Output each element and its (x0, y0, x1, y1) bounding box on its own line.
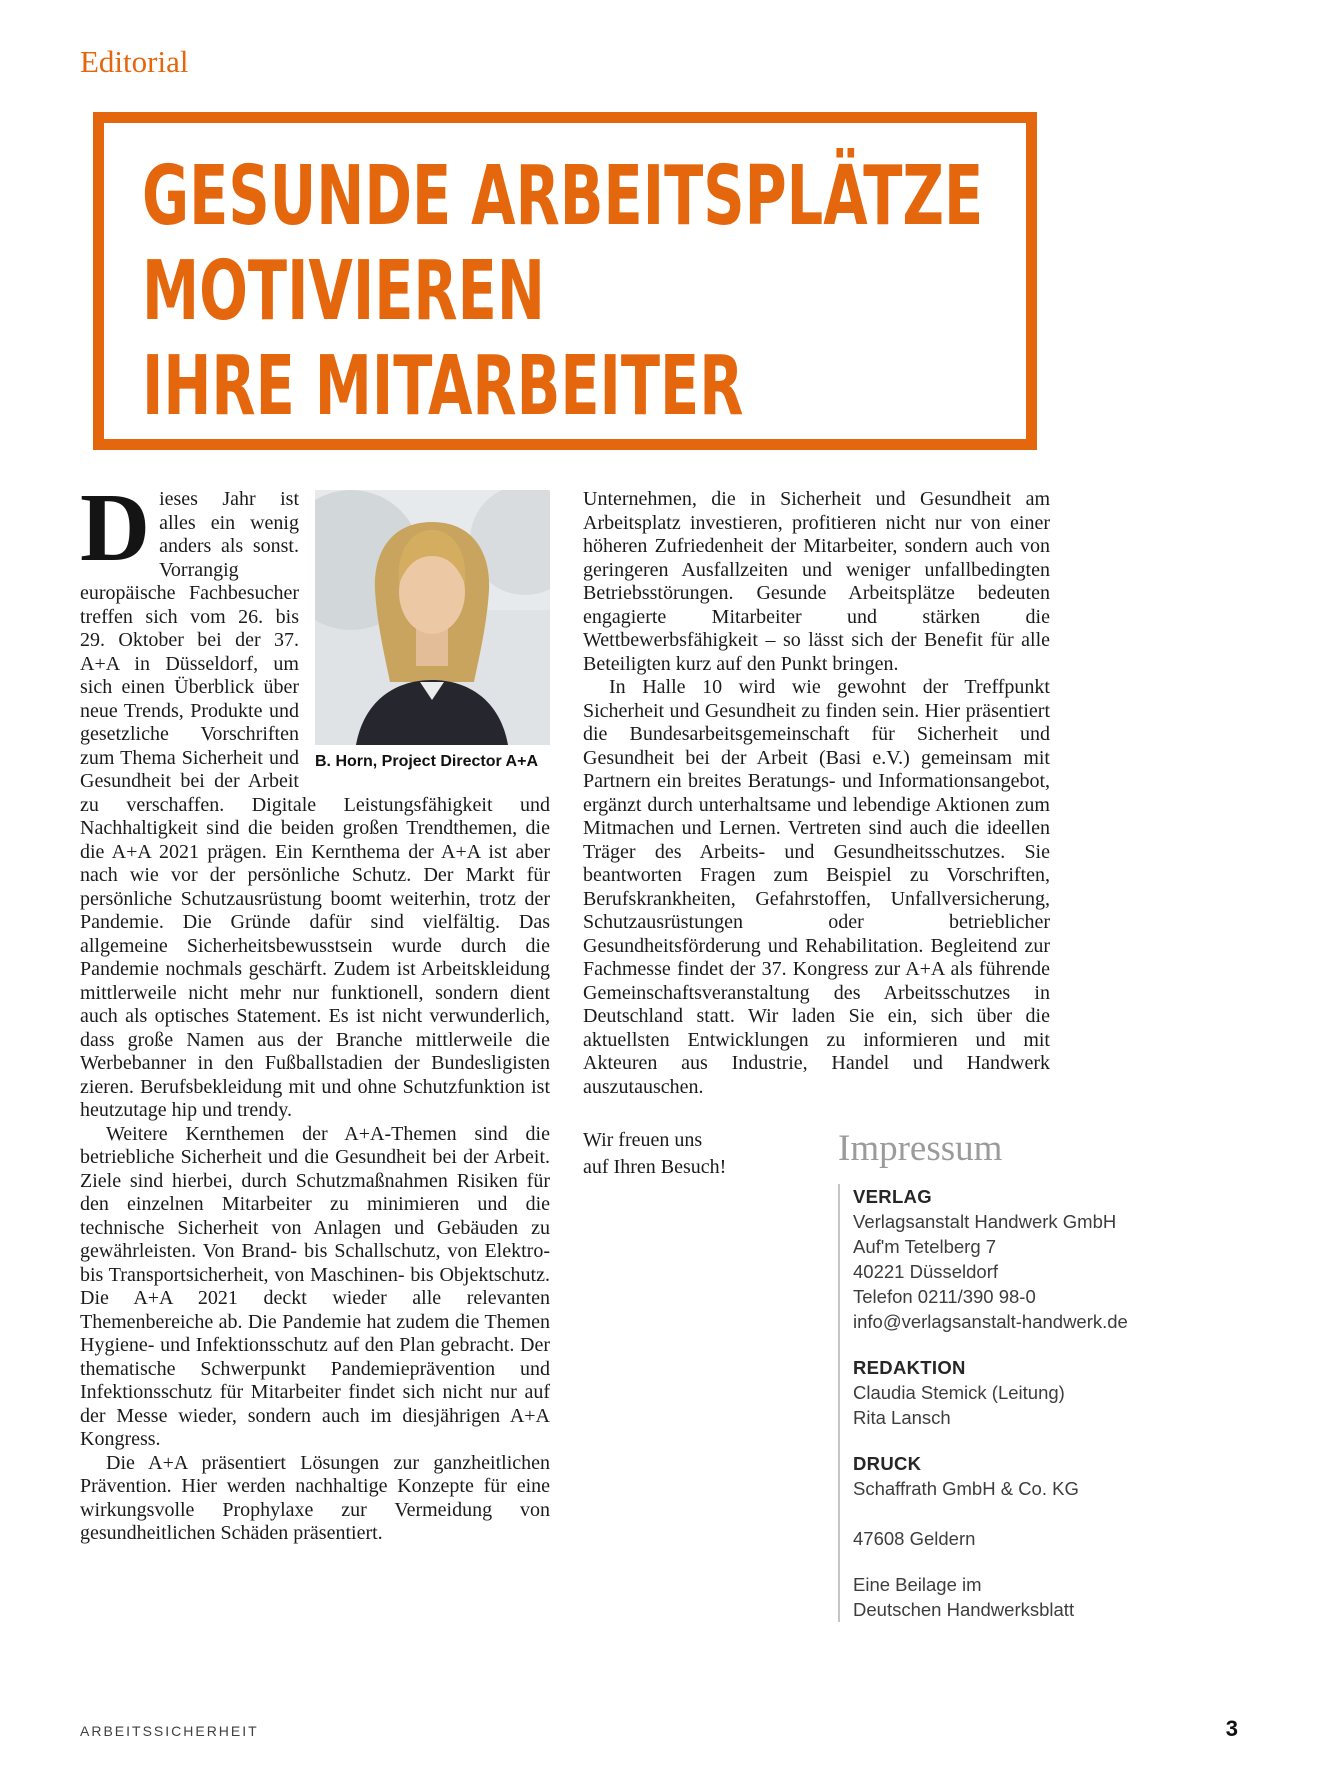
impressum-section-verlag (853, 1184, 1258, 1334)
headline-line-3: IHRE MITARBEITER (142, 339, 744, 434)
headline-row (142, 339, 1016, 434)
right-bottom-row (583, 1127, 1260, 1622)
headline-line-2: MOTIVIEREN (142, 244, 545, 339)
impressum-heading: DRUCK (853, 1453, 922, 1474)
impressum-section-note (853, 1572, 1258, 1622)
closing-note (583, 1127, 838, 1622)
portrait-photo (315, 490, 550, 745)
impressum-body (838, 1184, 1258, 1622)
footer-section-name: ARBEITSSICHERHEIT (80, 1723, 259, 1739)
drop-cap: D (80, 474, 151, 581)
impressum-line: Auf'm Tetelberg 7 (853, 1236, 997, 1257)
impressum-line: Rita Lansch (853, 1407, 951, 1428)
impressum-heading: REDAKTION (853, 1357, 966, 1378)
closing-line-1: Wir freuen uns (583, 1129, 703, 1151)
closing-line-2: auf Ihren Besuch! (583, 1156, 727, 1178)
impressum-line: Verlagsanstalt Handwerk GmbH (853, 1211, 1117, 1232)
headline (142, 149, 1016, 434)
paragraph-3: Die A+A präsentiert Lösungen zur ganzheitlichen Prävention. Hier werden nachhaltige Konzepte für eine wirkungsvolle Prophylaxe zur Vermeidung von gesundheitlichen Schäden präsentiert. (80, 1451, 550, 1544)
headline-row (142, 244, 1016, 339)
impressum-line: Claudia Stemick (Leitung) (853, 1382, 1065, 1403)
portrait-illustration (315, 490, 550, 745)
left-column (80, 474, 550, 1622)
impressum-line: Schaffrath GmbH & Co. KG (853, 1478, 1079, 1499)
page-footer (80, 1716, 1238, 1742)
article-body (80, 474, 1260, 1622)
headline-box (93, 112, 1037, 450)
impressum-section-redaktion (853, 1355, 1258, 1430)
impressum-heading: VERLAG (853, 1186, 932, 1207)
footer-page-number: 3 (1225, 1716, 1238, 1741)
headline-row (142, 149, 1016, 244)
impressum-section-druck (853, 1451, 1258, 1551)
right-column (583, 488, 1260, 1622)
impressum (838, 1127, 1258, 1622)
paragraph-4: Unternehmen, die in Sicherheit und Gesundheit am Arbeitsplatz investieren, profitieren nicht nur von einer höheren Zufriedenheit der Mitarbeiter, sondern auch von geringeren Ausfallzeiten und weniger unfallbedingten Betriebsstörungen. Gesunde Arbeitsplätze bedeuten engagierte Mitarbeiter und stärken die Wettbewerbsfähigkeit – so lässt sich der Benefit für alle Beteiligten kurz auf den Punkt bringen. (583, 488, 1050, 675)
paragraph-5: In Halle 10 wird wie gewohnt der Treffpunkt Sicherheit und Gesundheit zu finden sein. Hier präsentiert die Bundesarbeitsgemeinschaft für Sicherheit und Gesundheit bei der Arbeit (Basi e.V.) gemeinsam mit Partnern ein breites Beratungs- und Informationsangebot, ergänzt durch unterhaltsame und lebendige Aktionen zum Mitmachen und Lernen. Vertreten sind auch die ideellen Träger des Arbeits- und Gesundheitsschutzes. Sie beantworten Fragen zum Beispiel zu Vorschriften, Berufskrankheiten, Gefahrstoffen, Unfallversicherung, Schutzausrüstungen oder betrieblicher Gesundheitsförderung und Rehabilitation. Begleitend zur Fachmesse findet der 37. Kongress zur A+A als führende Gemeinschaftsveranstaltung des Arbeitsschutzes in Deutschland statt. Wir laden Sie ein, sich über die aktuellsten Entwicklungen zu informieren und mit Akteuren aus Industrie, Handel und Handwerk auszutauschen. (583, 676, 1050, 1098)
headline-line-1: GESUNDE ARBEITSPLÄTZE (142, 149, 984, 244)
impressum-line: 47608 Geldern (853, 1528, 976, 1549)
impressum-line: Telefon 0211/390 98-0 (853, 1286, 1036, 1307)
impressum-line: info@verlagsanstalt-handwerk.de (853, 1311, 1128, 1332)
impressum-line (853, 1501, 1258, 1526)
impressum-title: Impressum (838, 1128, 1003, 1169)
impressum-line: 40221 Düsseldorf (853, 1261, 999, 1282)
paragraph-1-text: ieses Jahr ist alles ein wenig anders als sonst. Vorrangig europäische Fachbesucher treffen sich vom 26. bis 29. Oktober bei der 37. A+A in Düsseldorf, um sich einen Überblick über neue Trends, Produkte und gesetzliche Vorschriften zum Thema Sicherheit und Gesundheit bei der Arbeit zu verschaffen. Digitale Leistungsfähigkeit und Nachhaltigkeit sind die beiden großen Trendthemen, die die A+A 2021 prägen. Ein Kernthema der A+A ist aber nach wie vor der persönliche Schutz. Der Markt für persönliche Schutzausrüstung boomt weiterhin, trotz der Pandemie. Die Gründe dafür sind vielfältig. Das allgemeine Sicherheitsbewusstsein wurde durch die Pandemie nochmals geschärft. Zudem ist Arbeitskleidung mittlerweile nicht mehr nur funktionell, sondern dient auch als optisches Statement. Es ist nicht verwunderlich, dass große Namen aus der Branche mittlerweile die Werbebanner in den Fußballstadien der Bundesligisten zieren. Berufsbekleidung mit und ohne Schutzfunktion ist heutzutage hip und trendy. (80, 488, 550, 1121)
photo-caption: B. Horn, Project Director A+A (315, 753, 539, 770)
portrait-figure (315, 490, 550, 772)
paragraph-2: Weitere Kernthemen der A+A-Themen sind die betriebliche Sicherheit und die Gesundheit bei der Arbeit. Ziele sind hierbei, durch Schutzmaßnahmen Risiken für den einzelnen Mitarbeiter zu minimieren und die technische Sicherheit von Anlagen und Gebäuden zu gewährleisten. Von Brand- bis Schallschutz, von Elektro- bis Transportsicherheit, von Maschinen- bis Objektschutz. Die A+A 2021 deckt wieder alle relevanten Themenbereiche ab. Die Pandemie hat zudem die Themen Hygiene- und Infektionsschutz auf den Plan gebracht. Der thematische Schwerpunkt Pandemieprävention und Infektionsschutz für Mitarbeiter findet sich nicht nur auf der Messe wieder, sondern auch im diesjährigen A+A Kongress. (80, 1122, 550, 1450)
impressum-line: Eine Beilage im (853, 1574, 982, 1595)
section-label: Editorial (80, 44, 189, 79)
impressum-line: Deutschen Handwerksblatt (853, 1599, 1075, 1620)
